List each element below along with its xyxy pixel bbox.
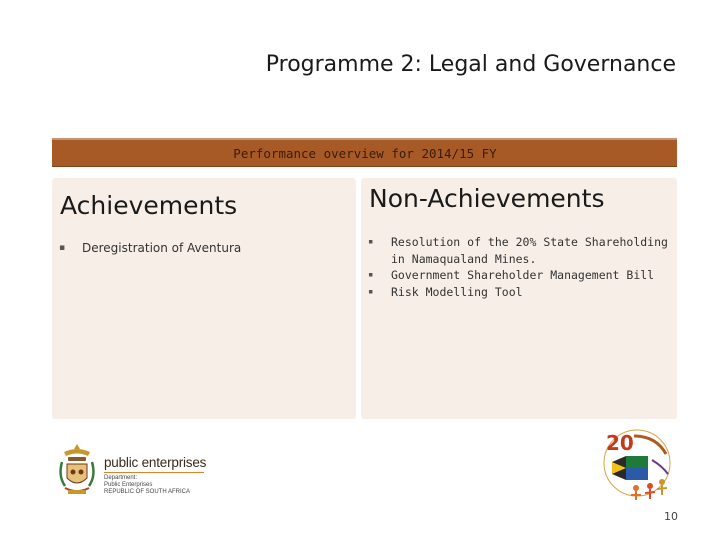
bullet-icon: ▪: [368, 237, 374, 247]
achievements-panel: [52, 178, 356, 419]
bullet-icon: ▪: [59, 243, 66, 253]
non-achievements-list: [368, 234, 668, 300]
banner-text: Performance overview for 2014/15 FY: [233, 146, 497, 161]
department-logo: [56, 442, 216, 498]
list-item: [59, 240, 339, 257]
non-achievements-panel: [361, 178, 677, 419]
non-achievements-heading: Non-Achievements: [369, 184, 605, 213]
page-number: 10: [664, 510, 678, 523]
logo-line-public-enterprises: Public Enterprises: [104, 482, 153, 488]
list-item-text: Government Shareholder Management Bill: [391, 268, 655, 282]
slide-title: Programme 2: Legal and Governance: [265, 52, 676, 77]
achievements-heading: Achievements: [60, 191, 238, 220]
list-item: [368, 267, 668, 284]
logo-name: public enterprises: [104, 455, 207, 470]
logo-line-department: Department:: [104, 475, 138, 481]
svg-text:20: 20: [606, 431, 634, 455]
coat-of-arms-icon: [56, 442, 98, 498]
list-item: [368, 234, 668, 267]
list-item-text: Resolution of the 20% State Shareholding in Namaqualand Mines.: [391, 235, 668, 266]
list-item: [368, 284, 668, 301]
bullet-icon: ▪: [368, 270, 374, 280]
list-item-text: Deregistration of Aventura: [82, 241, 242, 255]
bullet-icon: ▪: [368, 286, 374, 297]
list-item-text: Risk Modelling Tool: [391, 284, 523, 299]
twenty-years-freedom-icon: [596, 422, 678, 504]
achievements-list: [59, 240, 339, 257]
logo-line-republic: REPUBLIC OF SOUTH AFRICA: [104, 489, 191, 495]
logo-divider: [104, 472, 204, 473]
